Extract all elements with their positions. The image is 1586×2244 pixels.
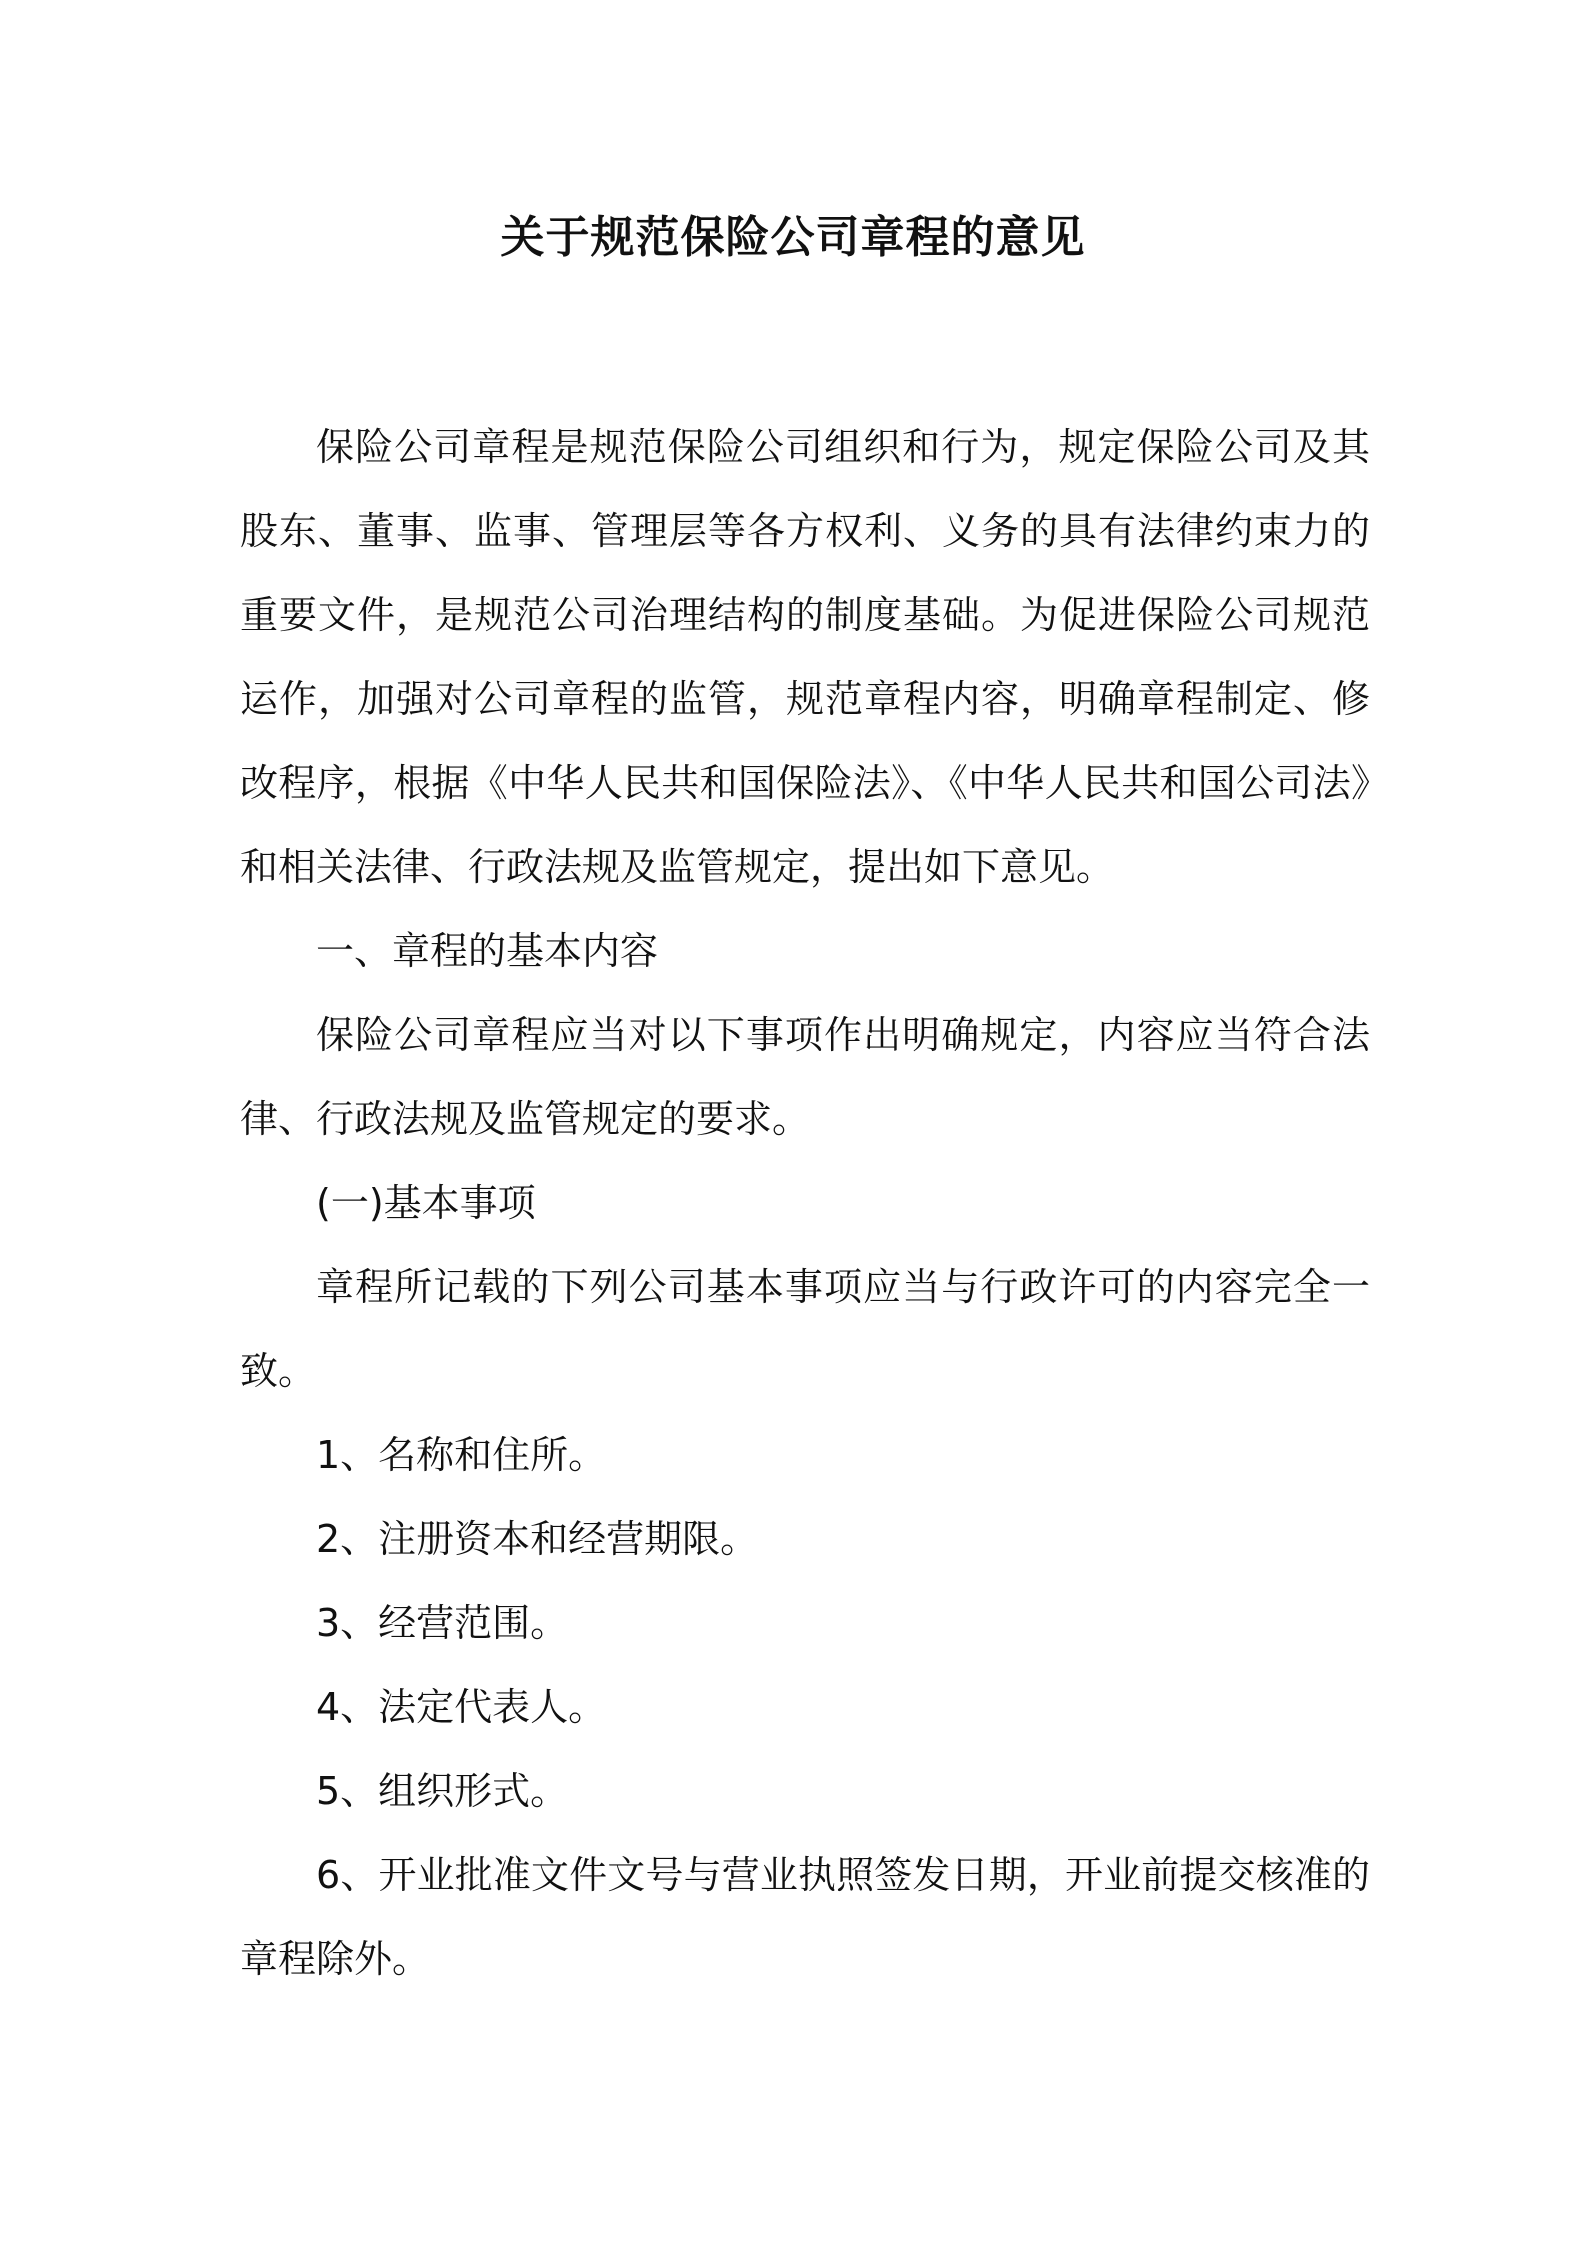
body-paragraph: 章程所记载的下列公司基本事项应当与行政许可的内容完全一致。 [240,1265,1370,1393]
list-item: 6、开业批准文件文号与营业执照签发日期，开业前提交核准的章程除外。 [240,1853,1370,1981]
body-paragraph: 保险公司章程应当对以下事项作出明确规定，内容应当符合法律、行政法规及监管规定的要求。 [240,1013,1370,1141]
document-body [240,405,1370,2001]
list-item: 3、经营范围。 [316,1601,569,1645]
list-item: 5、组织形式。 [316,1769,569,1813]
section-heading: 一、章程的基本内容 [316,929,659,973]
document-title: 关于规范保险公司章程的意见 [500,212,1086,263]
list-item: 1、名称和住所。 [316,1433,607,1477]
list-item: 4、法定代表人。 [316,1685,607,1729]
intro-paragraph: 保险公司章程是规范保险公司组织和行为，规定保险公司及其股东、董事、监事、管理层等各方权利、义务的具有法律约束力的重要文件，是规范公司治理结构的制度基础。为促进保险公司规范运作，加强对公司章程的监管，规范章程内容，明确章程制定、修改程序，根据《中华人民共和国保险法》、《中华人民共和国公司法》和相关法律、行政法规及监管规定，提出如下意见。 [240,425,1370,889]
list-item: 2、注册资本和经营期限。 [316,1517,759,1561]
subsection-heading: (一)基本事项 [316,1181,536,1225]
